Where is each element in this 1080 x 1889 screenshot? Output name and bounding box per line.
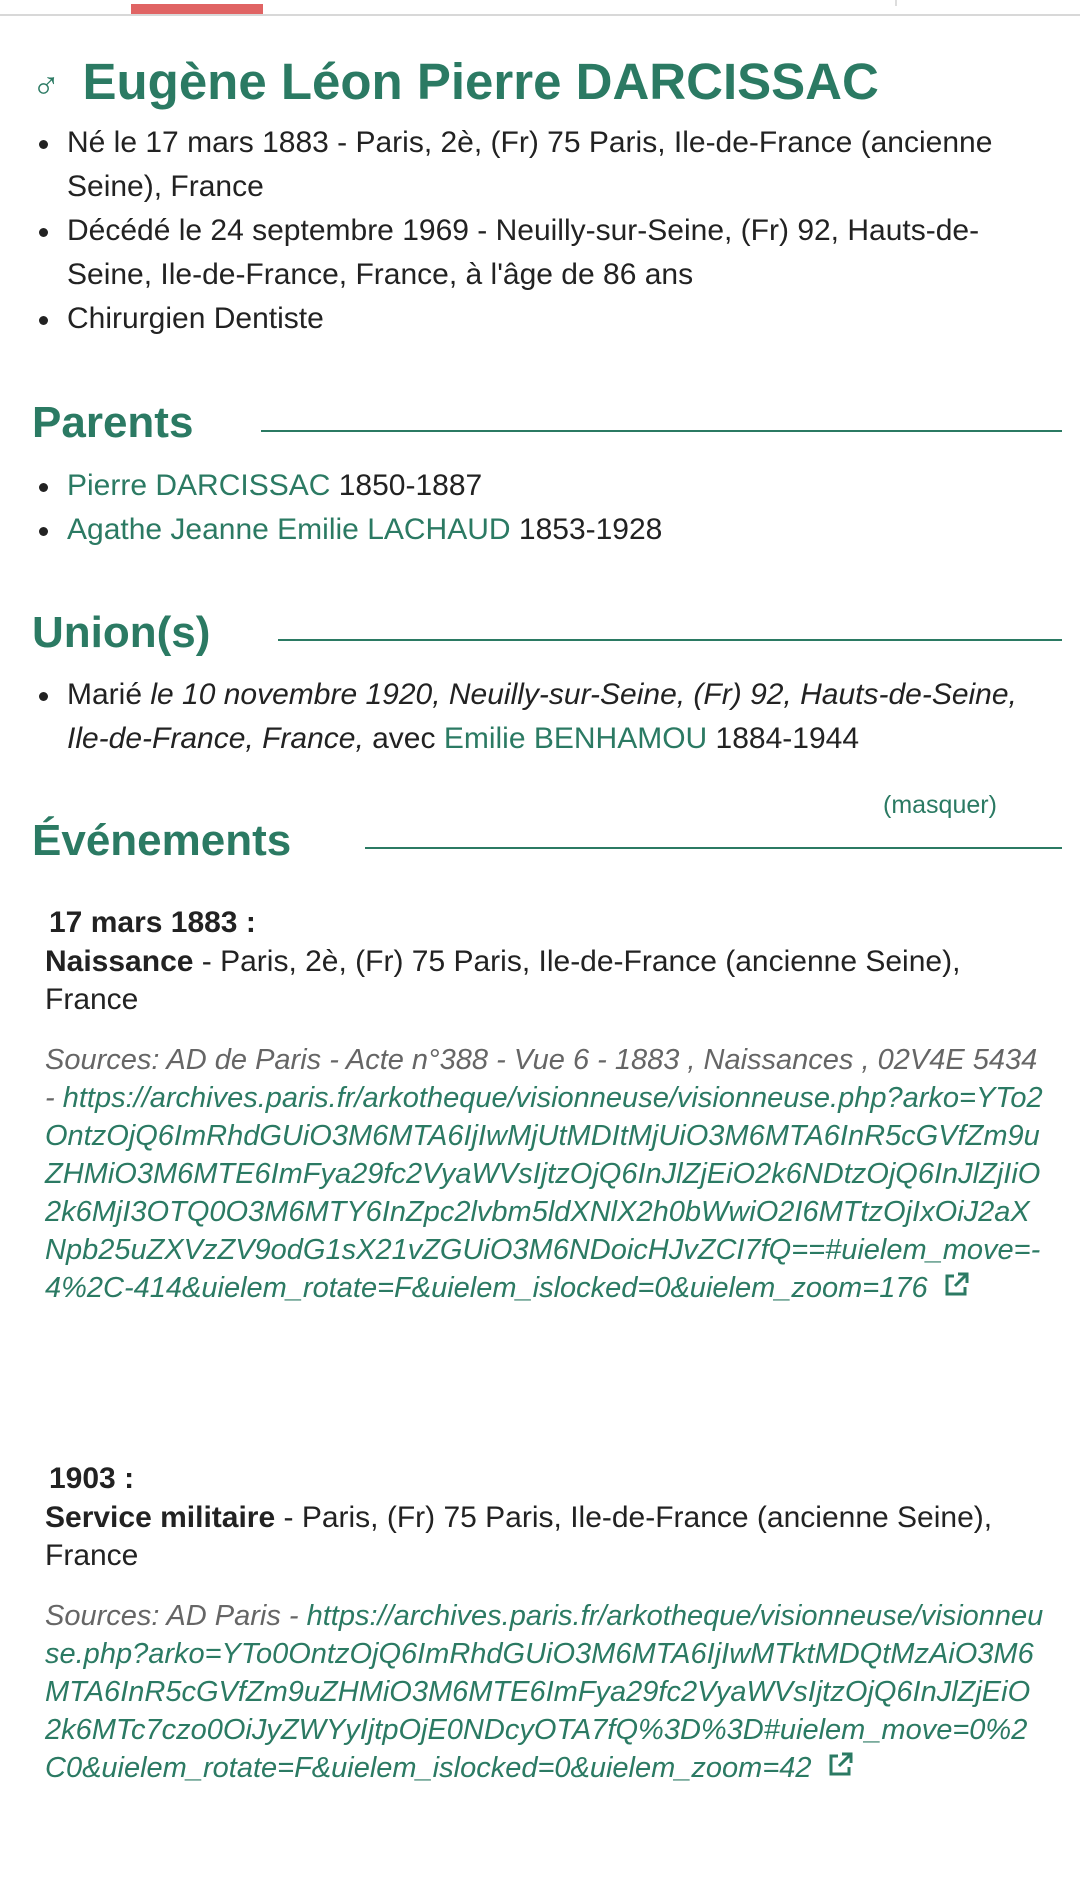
parents-heading: Parents — [32, 398, 194, 447]
top-tab-bar — [0, 0, 1080, 16]
parent-item — [33, 508, 1053, 552]
event-birth — [45, 903, 1045, 1309]
events-heading: Événements — [32, 816, 292, 865]
unions-divider — [278, 639, 1062, 641]
parent-dates: 1850-1887 — [330, 469, 483, 502]
event-military-service — [45, 1459, 1045, 1789]
source-link[interactable]: https://archives.paris.fr/arkotheque/visionneuse/visionneuse.php?arko=YTo0OntzOjQ6ImRhdGUiO3M6MTA6IjIwMTktMDQtMzAiO3M6MTA6InR5cGVfZm9uZHMiO3M6MTE6ImFya29fc2VyaWVsIjtzOjQ6InJlZjEiO2k6MTc7czo0OiJyZWYyIjtpOjE0NDcyOTA7fQ%3D%3D#uielem_move=0%2C0&uielem_rotate=F&uielem_islocked=0&uielem_zoom=42 — [45, 1600, 1044, 1784]
union-item — [33, 673, 1053, 761]
union-with: avec — [363, 722, 444, 755]
event-description — [45, 1499, 1045, 1575]
person-name: Eugène Léon Pierre DARCISSAC — [82, 53, 879, 110]
death-fact: Décédé le 24 septembre 1969 - Neuilly-sur-Seine, (Fr) 92, Hauts-de-Seine, Ile-de-France, France, à l'âge de 86 ans — [33, 209, 1053, 297]
tab-divider — [895, 0, 897, 6]
parents-divider — [261, 430, 1062, 432]
external-link-icon[interactable] — [942, 1271, 970, 1309]
event-place: - Paris, 2è, (Fr) 75 Paris, Ile-de-France (ancienne Seine), France — [45, 945, 961, 1016]
event-type: Naissance — [45, 945, 194, 978]
event-type: Service militaire — [45, 1501, 276, 1534]
source-label: Sources: AD Paris - — [45, 1600, 307, 1632]
external-link-icon[interactable] — [826, 1751, 854, 1789]
active-tab-indicator — [131, 4, 263, 14]
parents-list — [33, 464, 1053, 552]
event-date: 1903 : — [49, 1462, 135, 1495]
person-name-heading — [32, 50, 879, 117]
event-date: 17 mars 1883 : — [49, 906, 256, 939]
hide-events-link[interactable]: (masquer) — [883, 791, 997, 819]
event-place: - Paris, (Fr) 75 Paris, Ile-de-France (ancienne Seine), France — [45, 1501, 993, 1572]
spouse-link[interactable]: Emilie BENHAMOU — [443, 722, 708, 755]
union-detail: le 10 novembre 1920, Neuilly-sur-Seine, (Fr) 92, Hauts-de-Seine, Ile-de-France, France, — [67, 678, 1017, 755]
unions-heading: Union(s) — [32, 608, 211, 657]
events-divider — [365, 847, 1062, 849]
event-sources — [45, 1597, 1045, 1789]
event-description — [45, 943, 1045, 1019]
unions-list — [33, 673, 1053, 761]
person-facts-list — [33, 121, 1053, 341]
parent-dates: 1853-1928 — [510, 513, 663, 546]
male-sex-icon: ♂ — [32, 64, 61, 106]
birth-fact: Né le 17 mars 1883 - Paris, 2è, (Fr) 75 Paris, Ile-de-France (ancienne Seine), France — [33, 121, 1053, 209]
occupation-fact: Chirurgien Dentiste — [33, 297, 1053, 341]
source-label: Sources: AD de Paris - Acte n°388 - Vue 6 - 1883 , Naissances , 02V4E 5434 - — [45, 1044, 1038, 1114]
source-link[interactable]: https://archives.paris.fr/arkotheque/visionneuse/visionneuse.php?arko=YTo2OntzOjQ6ImRhdGUiO3M6MTA6IjIwMjUtMDItMjUiO3M6MTA6InR5cGVfZm9uZHMiO3M6MTE6ImFya29fc2VyaWVsIjtzOjQ6InJlZjEiO2k6NDtzOjQ6InJlZjIiO2k6MjI3OTQ0O3M6MTY6InZpc2lvbm5ldXNlX2h0bWwiO2I6MTtzOjIxOiJ2aXNpb25uZXVzZV9odG1sX21vZGUiO3M6NDoicHJvZCI7fQ==#uielem_move=-4%2C-414&uielem_rotate=F&uielem_islocked=0&uielem_zoom=176 — [45, 1082, 1043, 1304]
parent-link-father[interactable]: Pierre DARCISSAC — [67, 469, 331, 502]
event-sources — [45, 1041, 1045, 1309]
parent-link-mother[interactable]: Agathe Jeanne Emilie LACHAUD — [67, 513, 511, 546]
union-prefix: Marié — [67, 678, 151, 711]
parent-item — [33, 464, 1053, 508]
spouse-dates: 1884-1944 — [707, 722, 860, 755]
